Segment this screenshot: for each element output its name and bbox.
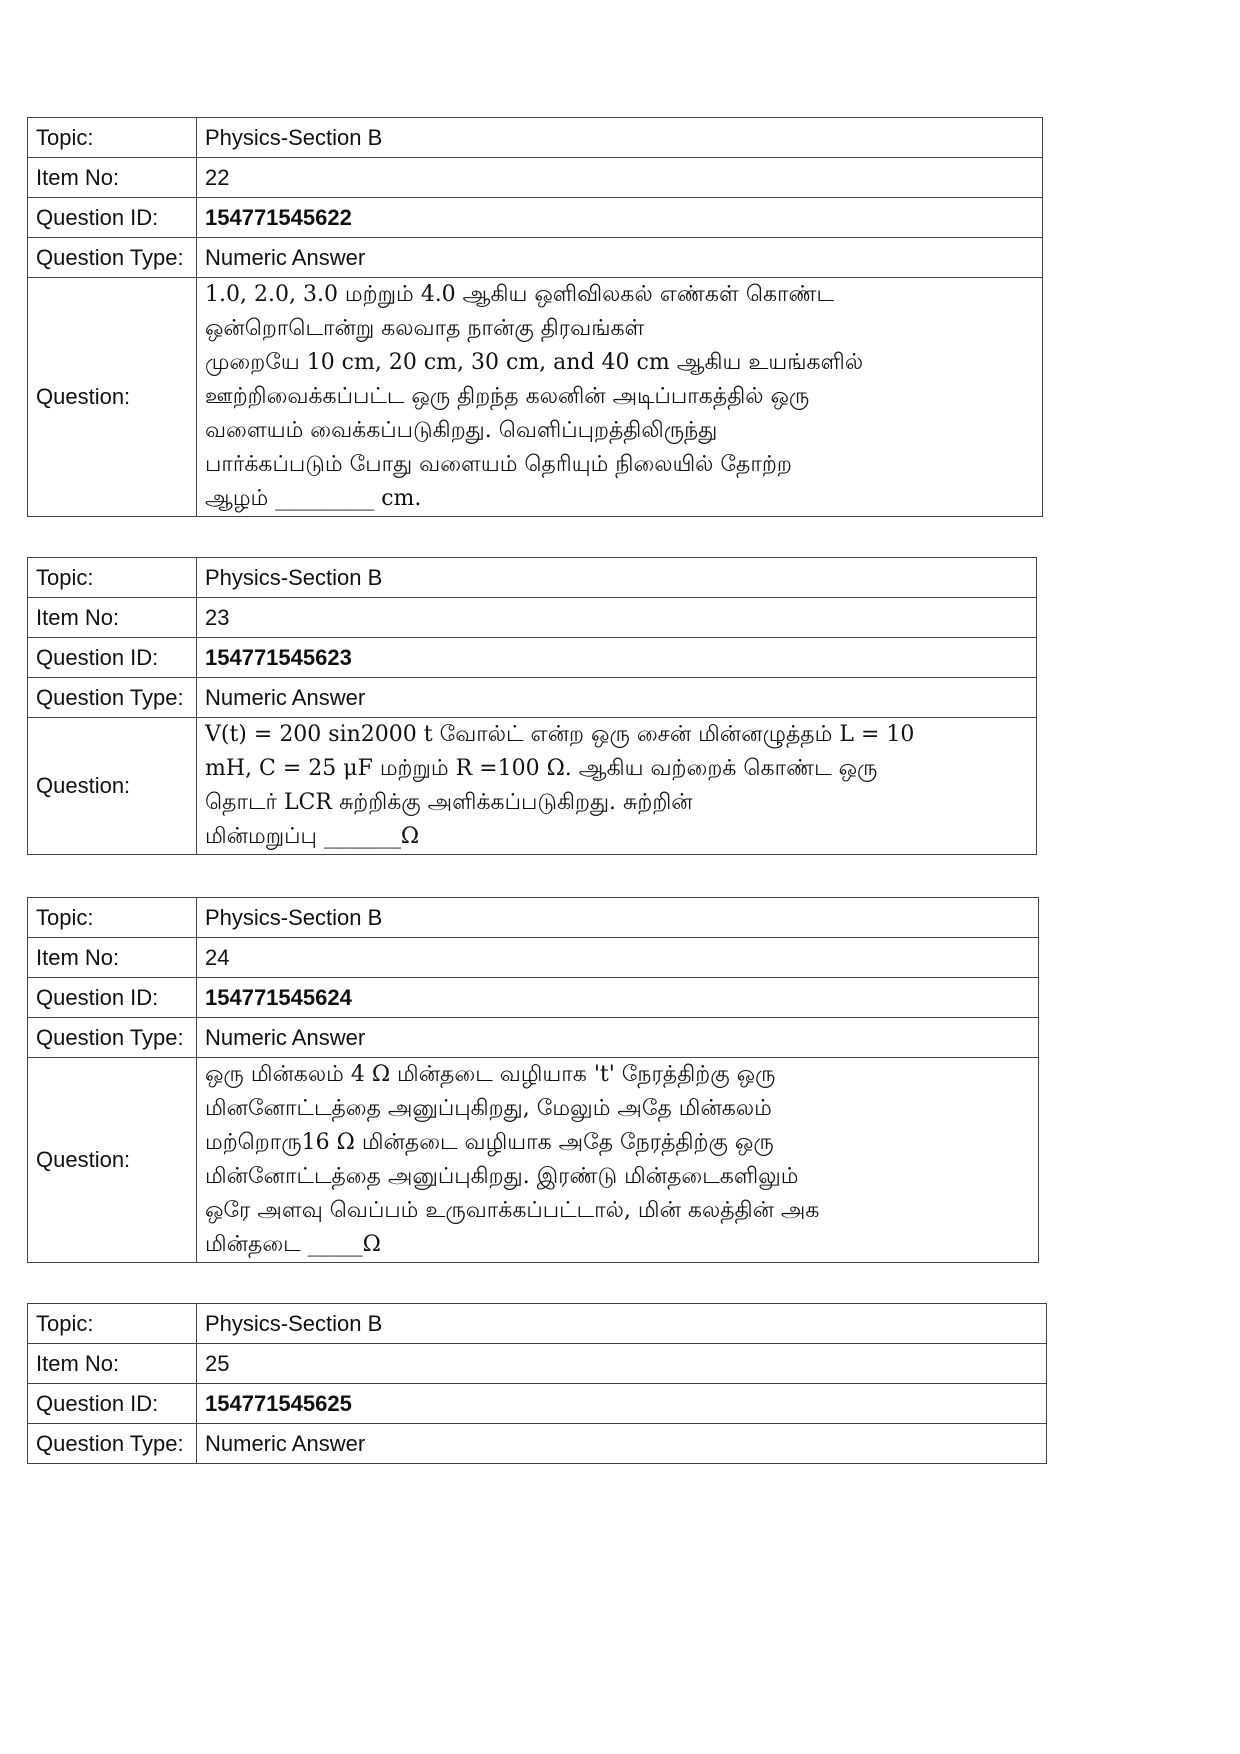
question-table-25 (27, 1303, 1047, 1464)
question-line: மினனோட்டத்தை அனுப்புகிறது, மேலும் அதே மின்கலம் (205, 1096, 772, 1121)
topic-label: Topic: (28, 1304, 197, 1344)
question-type-label: Question Type: (28, 678, 197, 718)
question-label: Question: (28, 718, 197, 855)
question-line: mH, C = 25 μF மற்றும் R =100 Ω. ஆகிய வற்றைக் கொண்ட ஒரு (205, 756, 878, 781)
topic-value: Physics-Section B (197, 1304, 1047, 1344)
question-type-value: Numeric Answer (197, 1424, 1047, 1464)
question-text (197, 1058, 1039, 1263)
question-type-value: Numeric Answer (197, 1018, 1039, 1058)
question-line: ஒரே அளவு வெப்பம் உருவாக்கப்பட்டால், மின் கலத்தின் அக (205, 1198, 820, 1223)
question-id-label: Question ID: (28, 978, 197, 1018)
question-line: ஊற்றிவைக்கப்பட்ட ஒரு திறந்த கலனின் அடிப்பாகத்தில் ஒரு (205, 384, 810, 409)
question-type-label: Question Type: (28, 1424, 197, 1464)
question-id-value: 154771545623 (197, 638, 1037, 678)
question-text (197, 718, 1037, 855)
question-id-label: Question ID: (28, 1384, 197, 1424)
question-line: ஆழம் _________ cm. (205, 486, 422, 511)
question-label: Question: (28, 278, 197, 517)
item-no-label: Item No: (28, 158, 197, 198)
topic-value: Physics-Section B (197, 558, 1037, 598)
topic-value: Physics-Section B (197, 898, 1039, 938)
question-line: முறையே 10 cm, 20 cm, 30 cm, and 40 cm ஆகிய உயங்களில் (205, 350, 864, 375)
question-line: ஒன்றொடொன்று கலவாத நான்கு திரவங்கள் (205, 316, 645, 341)
item-no-value: 22 (197, 158, 1043, 198)
item-no-value: 23 (197, 598, 1037, 638)
question-id-label: Question ID: (28, 638, 197, 678)
question-line: மின்மறுப்பு _______Ω (205, 824, 420, 849)
question-text (197, 278, 1043, 517)
item-no-label: Item No: (28, 598, 197, 638)
question-table-22 (27, 117, 1043, 517)
question-line: ஒரு மின்கலம் 4 Ω மின்தடை வழியாக 't' நேரத்திற்கு ஒரு (205, 1062, 776, 1087)
question-id-value: 154771545625 (197, 1384, 1047, 1424)
question-line: மின்தடை _____Ω (205, 1232, 381, 1257)
item-no-value: 25 (197, 1344, 1047, 1384)
question-type-value: Numeric Answer (197, 238, 1043, 278)
question-label: Question: (28, 1058, 197, 1263)
question-line: வளையம் வைக்கப்படுகிறது. வெளிப்புறத்திலிருந்து (205, 418, 718, 443)
question-type-label: Question Type: (28, 238, 197, 278)
question-line: 1.0, 2.0, 3.0 மற்றும் 4.0 ஆகிய ஒளிவிலகல் எண்கள் கொண்ட (205, 282, 835, 307)
question-line: மின்னோட்டத்தை அனுப்புகிறது. இரண்டு மின்தடைகளிலும் (205, 1164, 799, 1189)
topic-label: Topic: (28, 118, 197, 158)
question-line: மற்றொரு16 Ω மின்தடை வழியாக அதே நேரத்திற்கு ஒரு (205, 1130, 774, 1155)
question-id-value: 154771545624 (197, 978, 1039, 1018)
question-type-label: Question Type: (28, 1018, 197, 1058)
question-line: தொடர் LCR சுற்றிக்கு அளிக்கப்படுகிறது. சுற்றின் (205, 790, 693, 815)
question-id-value: 154771545622 (197, 198, 1043, 238)
question-line: V(t) = 200 sin2000 t வோல்ட் என்ற ஒரு சைன் மின்னழுத்தம் L = 10 (205, 722, 915, 747)
item-no-label: Item No: (28, 1344, 197, 1384)
topic-label: Topic: (28, 558, 197, 598)
question-table-24 (27, 897, 1039, 1263)
topic-value: Physics-Section B (197, 118, 1043, 158)
question-table-23 (27, 557, 1037, 855)
topic-label: Topic: (28, 898, 197, 938)
item-no-value: 24 (197, 938, 1039, 978)
question-type-value: Numeric Answer (197, 678, 1037, 718)
question-id-label: Question ID: (28, 198, 197, 238)
question-line: பார்க்கப்படும் போது வளையம் தெரியும் நிலையில் தோற்ற (205, 452, 792, 477)
item-no-label: Item No: (28, 938, 197, 978)
